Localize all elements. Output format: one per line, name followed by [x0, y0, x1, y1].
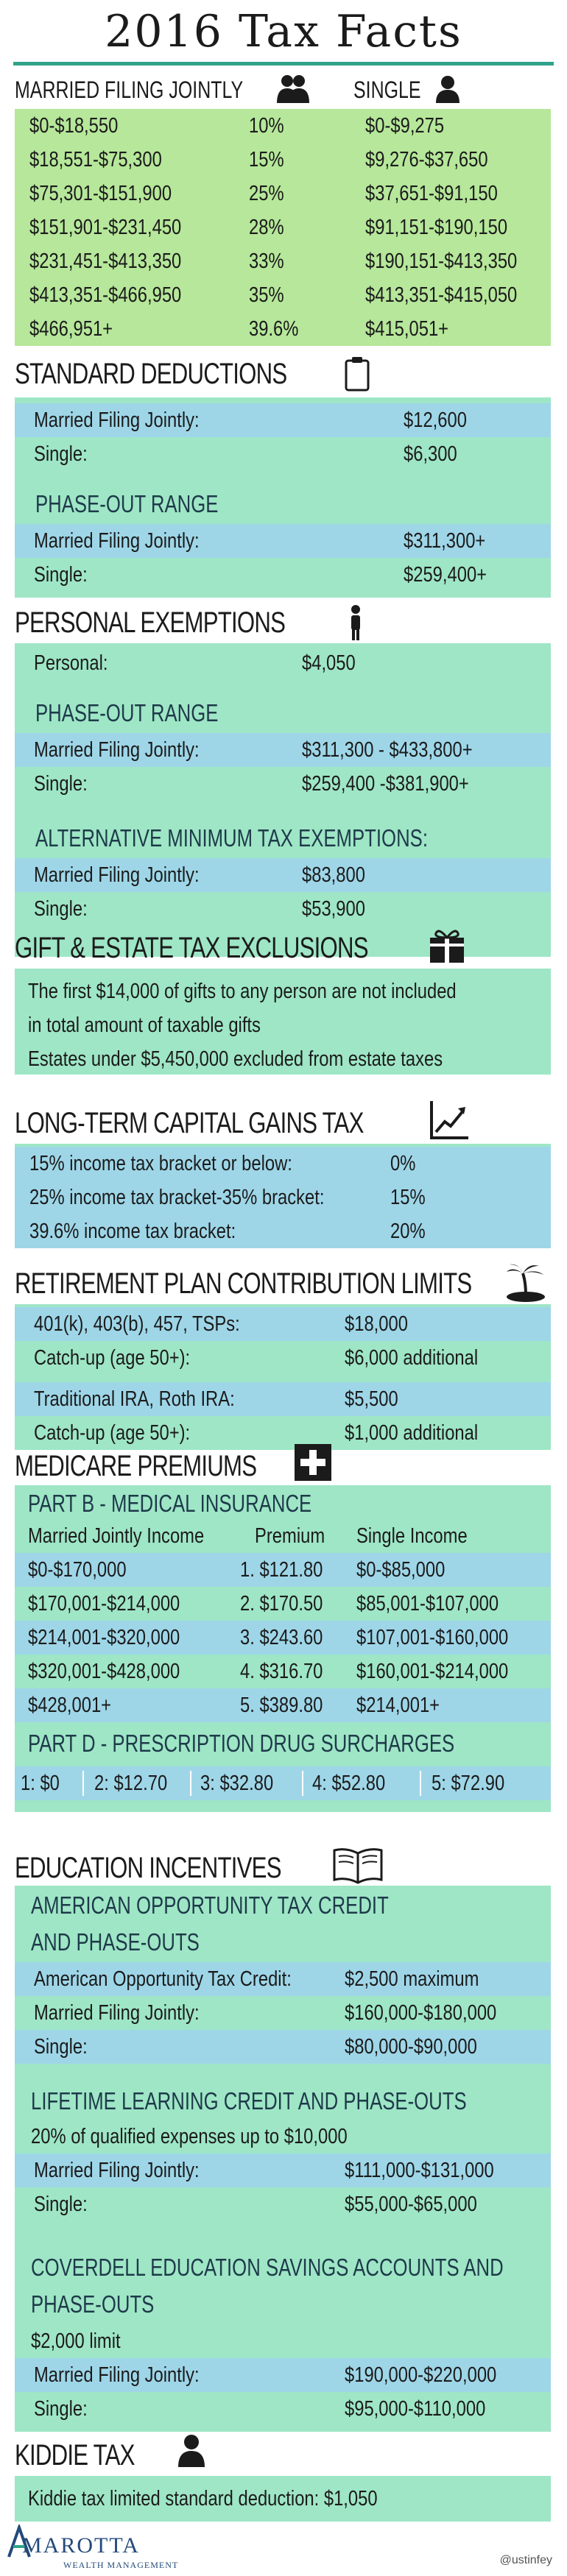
gift-icon: [429, 926, 465, 964]
standard-phase-single-value: $259,400+: [404, 563, 487, 587]
bracket-rate: 33%: [249, 250, 284, 273]
title-divider: [13, 62, 554, 66]
partd-tier: 2: $12.70: [94, 1772, 168, 1795]
personal-heading: PERSONAL EXEMPTIONS: [15, 606, 286, 639]
retirement-value: $5,500: [345, 1387, 398, 1411]
aotc-heading-2: AND PHASE-OUTS: [31, 1928, 200, 1956]
brackets-single-label: SINGLE: [353, 77, 421, 103]
medicare-single: $214,001+: [356, 1694, 440, 1717]
retirement-row: [15, 1307, 551, 1341]
bracket-row: [15, 143, 551, 177]
personal-amt-mfj-label: Married Filing Jointly:: [34, 863, 200, 887]
bracket-rate: 28%: [249, 216, 284, 239]
medicare-mfj: $320,001-$428,000: [28, 1660, 180, 1683]
clipboard-icon: [345, 356, 370, 392]
medicare-mfj: $214,001-$320,000: [28, 1626, 180, 1649]
bracket-mfj: $75,301-$151,900: [29, 182, 172, 205]
partb-heading: PART B - MEDICAL INSURANCE: [28, 1490, 312, 1517]
bracket-mfj: $151,901-$231,450: [29, 216, 182, 239]
medicare-single: $85,001-$107,000: [356, 1592, 499, 1616]
bracket-row: [15, 109, 551, 143]
capgains-heading: LONG-TERM CAPITAL GAINS TAX: [15, 1107, 364, 1139]
medicare-premium: 4. $316.70: [240, 1660, 323, 1683]
partd-divider: [82, 1771, 84, 1796]
child-icon: [177, 2433, 206, 2467]
standard-mfj-row: [15, 403, 551, 437]
bracket-rate: 25%: [249, 182, 284, 205]
standard-phase-mfj-row: [15, 524, 551, 558]
education-value: $55,000-$65,000: [345, 2193, 477, 2216]
education-row: [15, 2392, 551, 2426]
education-label: Married Filing Jointly:: [34, 2363, 200, 2387]
gift-line-3: Estates under $5,450,000 excluded from estate taxes: [28, 1047, 443, 1071]
standard-phase-single-row: [15, 558, 551, 592]
retirement-heading: RETIREMENT PLAN CONTRIBUTION LIMITS: [15, 1267, 472, 1300]
capgains-value: 20%: [390, 1220, 426, 1243]
personal-value: $4,050: [302, 651, 356, 675]
capgains-row: [15, 1181, 551, 1214]
personal-phase-mfj-value: $311,300 - $433,800+: [302, 738, 473, 762]
llc-heading: LIFETIME LEARNING CREDIT AND PHASE-OUTS: [31, 2087, 467, 2115]
bracket-single: $0-$9,275: [365, 114, 445, 138]
personal-label: Personal:: [34, 651, 108, 675]
retirement-label: Traditional IRA, Roth IRA:: [34, 1387, 235, 1411]
bracket-row: [15, 177, 551, 210]
bracket-mfj: $413,351-$466,950: [29, 283, 182, 307]
medicare-single: $0-$85,000: [356, 1558, 446, 1582]
footer-logo-sub: WEALTH MANAGEMENT: [63, 2560, 179, 2570]
capgains-value: 15%: [390, 1186, 426, 1209]
education-value: $111,000-$131,000: [345, 2159, 494, 2182]
personal-phase-single-label: Single:: [34, 772, 88, 796]
retirement-value: $6,000 additional: [345, 1346, 479, 1370]
personal-phase-mfj-row: [15, 733, 551, 767]
medical-cross-icon: [295, 1444, 331, 1481]
cesa-heading-2: PHASE-OUTS: [31, 2290, 155, 2318]
person-standing-icon: [348, 605, 364, 640]
personal-amt-single-row: [15, 892, 551, 926]
personal-phase-mfj-label: Married Filing Jointly:: [34, 738, 200, 762]
bracket-mfj: $466,951+: [29, 317, 113, 341]
bracket-rate: 39.6%: [249, 317, 299, 341]
cesa-heading-1: COVERDELL EDUCATION SAVINGS ACCOUNTS AND: [31, 2254, 504, 2281]
retirement-label: 401(k), 403(b), 457, TSPs:: [34, 1312, 240, 1336]
education-value: $160,000-$180,000: [345, 2001, 497, 2025]
education-value: $190,000-$220,000: [345, 2363, 497, 2387]
education-row: [15, 2187, 551, 2221]
education-row: [15, 2030, 551, 2064]
medicare-mfj: $428,001+: [28, 1694, 112, 1717]
standard-mfj-value: $12,600: [404, 408, 467, 432]
education-row: [15, 2358, 551, 2392]
bracket-mfj: $0-$18,550: [29, 114, 119, 138]
llc-note: 20% of qualified expenses up to $10,000: [31, 2125, 348, 2148]
standard-mfj-label: Married Filing Jointly:: [34, 408, 200, 432]
bracket-mfj: $231,451-$413,350: [29, 250, 182, 273]
retirement-row: [15, 1341, 551, 1375]
standard-phase-mfj-label: Married Filing Jointly:: [34, 529, 200, 553]
education-value: $2,500 maximum: [345, 1967, 479, 1991]
medicare-row: [15, 1655, 551, 1688]
person-icon: [436, 75, 459, 103]
retirement-value: $18,000: [345, 1312, 408, 1336]
bracket-rate: 10%: [249, 114, 284, 138]
retirement-row: [15, 1382, 551, 1416]
retirement-label: Catch-up (age 50+):: [34, 1421, 191, 1445]
education-label: American Opportunity Tax Credit:: [34, 1967, 292, 1991]
education-label: Single:: [34, 2397, 88, 2421]
bracket-row: [15, 278, 551, 312]
personal-amt-single-value: $53,900: [302, 897, 365, 921]
education-heading: EDUCATION INCENTIVES: [15, 1852, 281, 1884]
partd-tier: 5: $72.90: [432, 1772, 505, 1795]
personal-amt-heading: ALTERNATIVE MINIMUM TAX EXEMPTIONS:: [35, 824, 428, 852]
education-value: $95,000-$110,000: [345, 2397, 486, 2421]
education-label: Single:: [34, 2193, 88, 2216]
col-mfj-income: Married Jointly Income: [28, 1524, 205, 1548]
bracket-row: [15, 312, 551, 346]
personal-amt-mfj-row: [15, 858, 551, 892]
col-single-income: Single Income: [356, 1524, 468, 1548]
capgains-value: 0%: [390, 1152, 416, 1175]
bracket-rate: 15%: [249, 148, 284, 171]
capgains-row: [15, 1147, 551, 1181]
open-book-icon: [331, 1846, 384, 1884]
gift-heading: GIFT & ESTATE TAX EXCLUSIONS: [15, 932, 368, 964]
bracket-single: $9,276-$37,650: [365, 148, 488, 171]
personal-phase-heading: PHASE-OUT RANGE: [35, 699, 219, 726]
bracket-single: $37,651-$91,150: [365, 182, 498, 205]
personal-phase-single-value: $259,400 -$381,900+: [302, 772, 469, 796]
education-row: [15, 1962, 551, 1996]
partd-tier: 3: $32.80: [200, 1772, 274, 1795]
standard-single-value: $6,300: [404, 442, 457, 466]
line-chart-icon: [429, 1100, 470, 1141]
bracket-row: [15, 210, 551, 244]
brackets-mfj-label: MARRIED FILING JOINTLY: [15, 77, 244, 103]
partd-heading: PART D - PRESCRIPTION DRUG SURCHARGES: [28, 1730, 455, 1757]
education-label: Married Filing Jointly:: [34, 2001, 200, 2025]
partd-tier: 4: $52.80: [312, 1772, 386, 1795]
education-value: $80,000-$90,000: [345, 2035, 477, 2059]
medicare-row: [15, 1688, 551, 1722]
capgains-label: 25% income tax bracket-35% bracket:: [29, 1186, 325, 1209]
standard-single-label: Single:: [34, 442, 88, 466]
standard-phase-single-label: Single:: [34, 563, 88, 587]
aotc-heading-1: AMERICAN OPPORTUNITY TAX CREDIT: [31, 1892, 389, 1919]
education-row: [15, 2154, 551, 2187]
gift-line-1: The first $14,000 of gifts to any person are not included: [28, 980, 457, 1003]
bracket-rate: 35%: [249, 283, 284, 307]
footer-logo: MAROTTA: [22, 2533, 140, 2558]
partd-row: [15, 1766, 551, 1800]
personal-phase-single-row: [15, 767, 551, 801]
gift-line-2: in total amount of taxable gifts: [28, 1013, 261, 1037]
retirement-label: Catch-up (age 50+):: [34, 1346, 191, 1370]
partd-divider: [302, 1771, 303, 1796]
medicare-row: [15, 1621, 551, 1655]
partd-divider: [420, 1771, 421, 1796]
personal-row: [15, 646, 551, 680]
standard-phase-heading: PHASE-OUT RANGE: [35, 490, 219, 517]
standard-phase-mfj-value: $311,300+: [404, 529, 486, 553]
footer-handle: @ustinfey: [499, 2554, 552, 2566]
medicare-row: [15, 1587, 551, 1621]
medicare-single: $107,001-$160,000: [356, 1626, 509, 1649]
personal-amt-mfj-value: $83,800: [302, 863, 365, 887]
medicare-premium: 5. $389.80: [240, 1694, 323, 1717]
medicare-mfj: $170,001-$214,000: [28, 1592, 180, 1616]
medicare-col-headers: [15, 1519, 551, 1553]
bracket-single: $91,151-$190,150: [365, 216, 508, 239]
partd-divider: [190, 1771, 191, 1796]
standard-heading: STANDARD DEDUCTIONS: [15, 358, 287, 390]
bracket-single: $415,051+: [365, 317, 449, 341]
bracket-row: [15, 244, 551, 278]
medicare-single: $160,001-$214,000: [356, 1660, 509, 1683]
medicare-premium: 1. $121.80: [240, 1558, 323, 1582]
retirement-row: [15, 1416, 551, 1450]
retirement-value: $1,000 additional: [345, 1421, 479, 1445]
partd-tier: 1: $0: [21, 1772, 60, 1795]
page-title: 2016 Tax Facts: [105, 6, 462, 57]
bracket-single: $190,151-$413,350: [365, 250, 518, 273]
bracket-mfj: $18,551-$75,300: [29, 148, 162, 171]
kiddie-heading: KIDDIE TAX: [15, 2439, 135, 2471]
medicare-premium: 3. $243.60: [240, 1626, 323, 1649]
medicare-mfj: $0-$170,000: [28, 1558, 127, 1582]
education-label: Single:: [34, 2035, 88, 2059]
capgains-label: 39.6% income tax bracket:: [29, 1220, 236, 1243]
education-label: Married Filing Jointly:: [34, 2159, 200, 2182]
palm-tree-icon: [504, 1262, 546, 1303]
medicare-heading: MEDICARE PREMIUMS: [15, 1450, 257, 1482]
personal-amt-single-label: Single:: [34, 897, 88, 921]
cesa-note: $2,000 limit: [31, 2329, 121, 2353]
medicare-row: [15, 1553, 551, 1587]
capgains-row: [15, 1214, 551, 1248]
col-premium: Premium: [255, 1524, 325, 1548]
kiddie-line: Kiddie tax limited standard deduction: $1,050: [28, 2487, 378, 2510]
standard-single-row: [15, 437, 551, 471]
bracket-single: $413,351-$415,050: [365, 283, 518, 307]
education-row: [15, 1996, 551, 2030]
medicare-premium: 2. $170.50: [240, 1592, 323, 1616]
capgains-label: 15% income tax bracket or below:: [29, 1152, 292, 1175]
couple-icon: [277, 74, 309, 103]
